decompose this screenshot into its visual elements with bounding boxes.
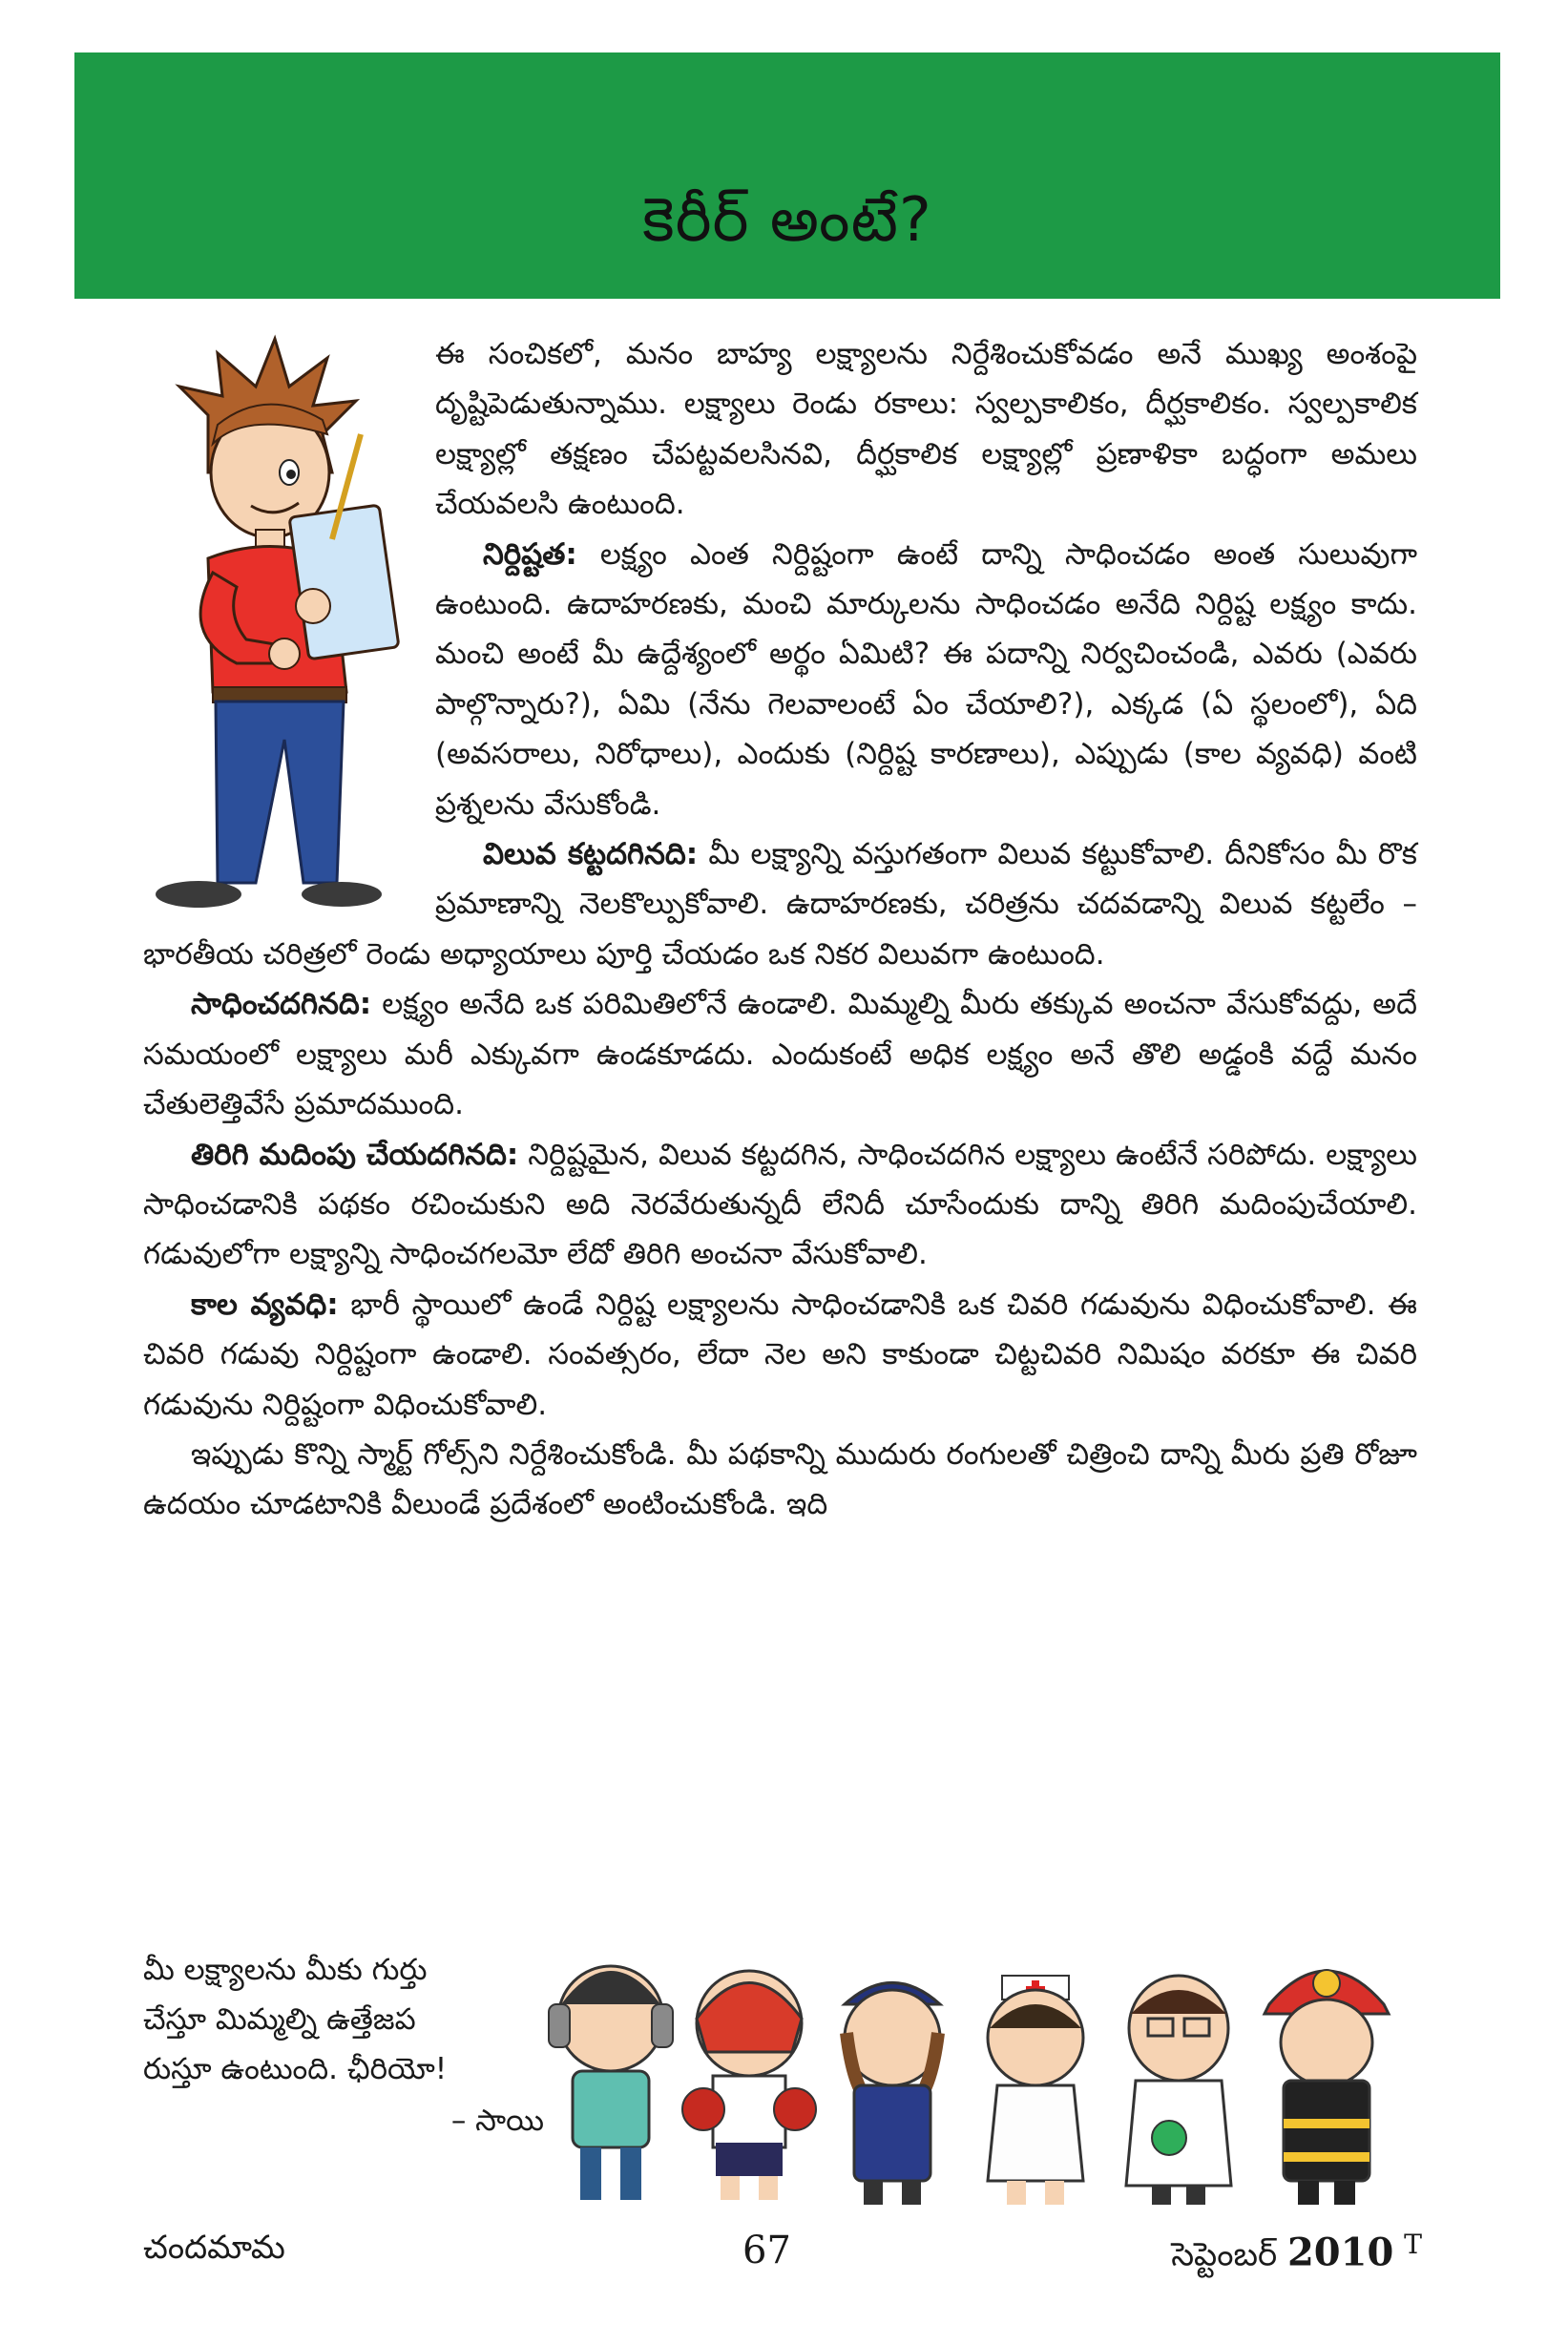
paragraph-intro: ఈ సంచికలో, మనం బాహ్య లక్ష్యాలను నిర్దేశించుకోవడం అనే ముఖ్య అంశంపై దృష్టిపెడుతున్నాము. లక్ష్యాలు రెండు రకాలు: స్వల్పకాలికం, దీర్ఘకాలికం. స్వల్పకాలిక లక్ష్యాల్లో తక్షణం చేపట్టవలసినవి, దీర్ఘకాలిక లక్ష్యాల్లో ప్రణాళికా బద్ధంగా అమలు చేయవలసి ఉంటుంది. bbox=[435, 337, 1417, 522]
paragraph-achievable: సాధించదగినది: లక్ష్యం అనేది ఒక పరిమితిలోనే ఉండాలి. మిమ్మల్ని మీరు తక్కువ అంచనా వేసుకోవద్దు, అదే సమయంలో లక్ష్యాలు మరీ ఎక్కువగా ఉండకూడదు. ఎందుకంటే అధిక లక్ష్యం అనే తొలి అడ్డంకి వద్దే మనం చేతులెత్తివేసే ప్రమాదముంది. bbox=[143, 987, 1417, 1122]
page-mark: T bbox=[1404, 2229, 1422, 2260]
page-title: కెరీర్ అంటే? bbox=[642, 185, 932, 256]
student-illustration bbox=[141, 329, 418, 911]
author-signature: – సాయి bbox=[450, 2104, 544, 2138]
page-footer bbox=[143, 2229, 1422, 2286]
nurse-kid bbox=[988, 1976, 1083, 2205]
paragraph-measurable: విలువ కట్టదగినది: మీ లక్ష్యాన్ని వస్తుగతంగా విలువ కట్టుకోవాలి. దీనికోసం మీ రొక ప్రమాణాన్ని నెలకొల్పుకోవాలి. ఉదాహరణకు, చరిత్రను చదవడాన్ని విలువ కట్టలేం – భారతీయ చరిత్రలో రెండు అధ్యాయాలు పూర్తి చేయడం ఒక నికర విలువగా ఉంటుంది. bbox=[143, 837, 1417, 972]
paragraph-reassessable: తిరిగి మదింపు చేయదగినది: నిర్దిష్టమైన, విలువ కట్టదగిన, సాధించదగిన లక్ష్యాలు ఉంటేనే సరిపోదు. లక్ష్యాలు సాధించడానికి పథకం రచించుకుని అది నెరవేరుతున్నదీ లేనిదీ చూసేందుకు దాన్ని తిరిగి మదింపుచేయాలి. గడువులోగా లక్ష్యాన్ని సాధించగలమో లేదో తిరిగి అంచనా వేసుకోవాలి. bbox=[143, 1137, 1417, 1272]
closing-line: రుస్తూ ఉంటుంది. ఛీరియో! bbox=[143, 2052, 448, 2086]
term-time-bound: కాల వ్యవధి: bbox=[191, 1287, 339, 1322]
magazine-name: చందమామ bbox=[143, 2229, 285, 2267]
closing-block bbox=[143, 1945, 544, 2146]
paragraph-specificity: నిర్దిష్టత: లక్ష్యం ఎంత నిర్దిష్టంగా ఉంటే దాన్ని సాధించడం అంత సులువుగా ఉంటుంది. ఉదాహరణకు, మంచి మార్కులను సాధించడం అనేది నిర్దిష్ట లక్ష్యం కాదు. మంచి అంటే మీ ఉద్దేశ్యంలో అర్థం ఏమిటి? ఈ పదాన్ని నిర్వచించండి, ఎవరు (ఎవరు పాల్గొన్నారు?), ఏమి (నేను గెలవాలంటే ఏం చేయాలి?), ఎక్కడ (ఏ స్థలంలో), ఏది (అవసరాలు, నిరోధాలు), ఎందుకు (నిర్దిష్ట కారణాలు), ఎప్పుడు (కాల వ్యవధి) వంటి ప్రశ్నలను వేసుకోండి. bbox=[435, 536, 1417, 822]
term-achievable: సాధించదగినది: bbox=[191, 987, 372, 1022]
title-banner bbox=[74, 52, 1500, 299]
page-number: 67 bbox=[742, 2229, 791, 2272]
dj-kid bbox=[549, 1966, 673, 2200]
issue-month: సెప్టెంబర్ bbox=[1171, 2235, 1278, 2274]
issue-year: 2010 bbox=[1286, 2230, 1394, 2275]
issue-date bbox=[1171, 2229, 1422, 2281]
closing-line: మీ లక్ష్యాలను మీకు గుర్తు bbox=[143, 1953, 428, 1987]
closing-line: చేస్తూ మిమ్మల్ని ఉత్తేజప bbox=[143, 2002, 416, 2037]
article-body bbox=[143, 329, 1417, 1530]
boxer-kid bbox=[682, 1971, 816, 2200]
term-reassessable: తిరిగి మదింపు చేయదగినది: bbox=[191, 1137, 519, 1172]
careers-illustration bbox=[534, 1937, 1412, 2214]
doctor-kid bbox=[1126, 1976, 1231, 2205]
term-measurable: విలువ కట్టదగినది: bbox=[483, 837, 699, 872]
paragraph-smart-goals: ఇప్పుడు కొన్ని స్మార్ట్ గోల్స్‌ని నిర్దేశించుకోండి. మీ పథకాన్ని ముదురు రంగులతో చిత్రించి దాన్ని మీరు ప్రతి రోజూ ఉదయం చూడటానికి వీలుండే ప్రదేశంలో అంటించుకోండి. ఇది bbox=[143, 1436, 1417, 1522]
firefighter-kid bbox=[1265, 1970, 1389, 2205]
pilot-kid bbox=[845, 1983, 940, 2206]
paragraph-time-bound: కాల వ్యవధి: భారీ స్థాయిలో ఉండే నిర్దిష్ట లక్ష్యాలను సాధించడానికి ఒక చివరి గడువును విధించుకోవాలి. ఈ చివరి గడువు నిర్దిష్టంగా ఉండాలి. సంవత్సరం, లేదా నెల అని కాకుండా చిట్టచివరి నిమిషం వరకూ ఈ చివరి గడువును నిర్దిష్టంగా విధించుకోవాలి. bbox=[143, 1287, 1417, 1422]
term-specificity: నిర్దిష్టత: bbox=[483, 536, 577, 572]
